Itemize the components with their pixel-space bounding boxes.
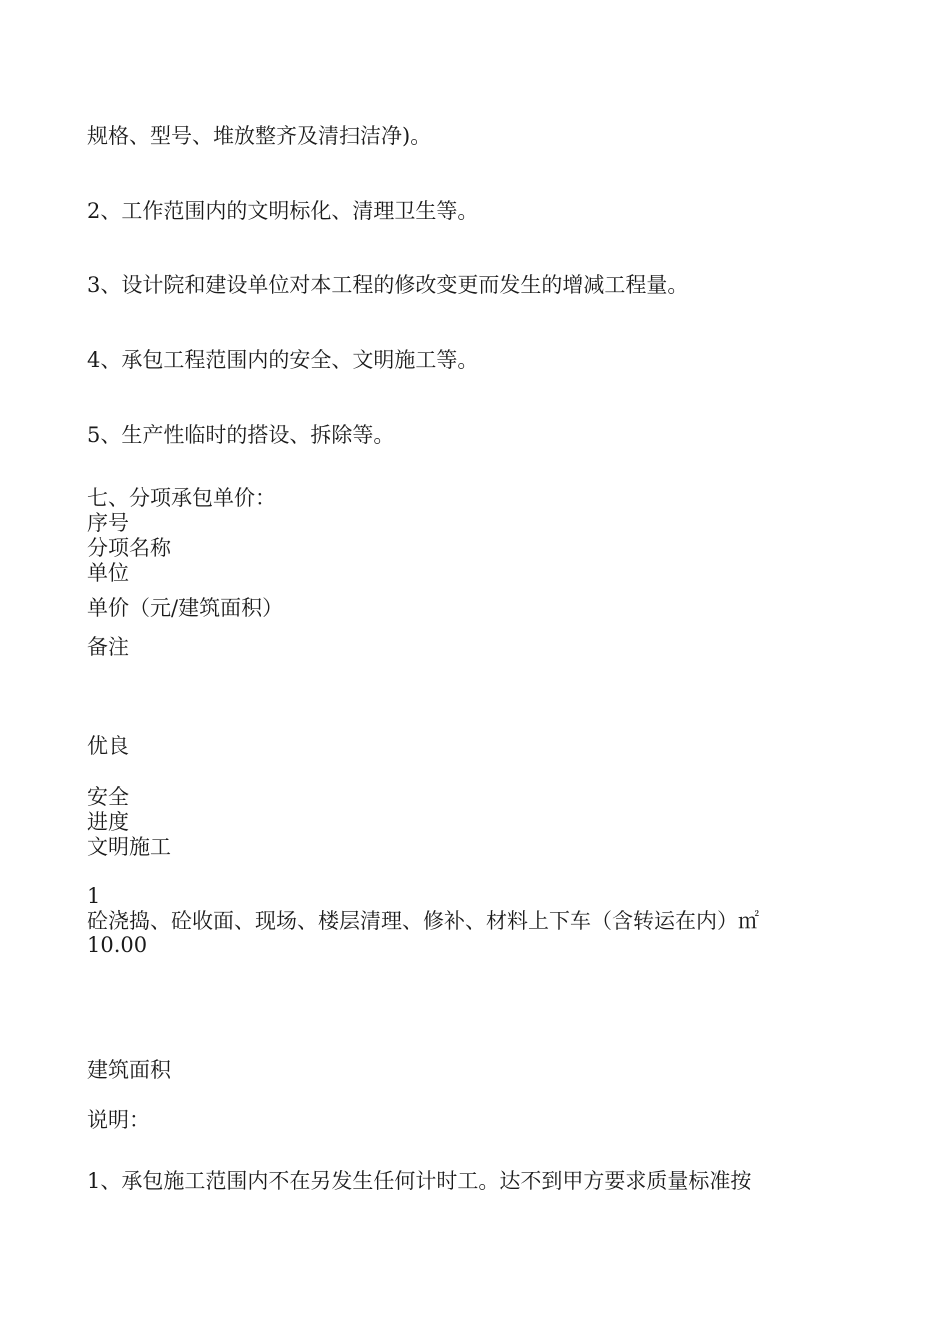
- notes-title: 说明：: [87, 1108, 150, 1132]
- paragraph-item-5: 5、生产性临时的搭设、拆除等。: [87, 423, 395, 447]
- paragraph-item-1-tail: 规格、型号、堆放整齐及清扫洁净)。: [87, 124, 432, 148]
- paragraph-item-2: 2、工作范围内的文明标化、清理卫生等。: [87, 199, 479, 223]
- table-header-unit: 单位: [87, 561, 129, 585]
- table-header-unit-price: 单价（元/建筑面积）: [87, 596, 284, 620]
- remark-progress: 进度: [87, 810, 129, 834]
- paragraph-item-4: 4、承包工程范围内的安全、文明施工等。: [87, 348, 479, 372]
- table-basis: 建筑面积: [87, 1058, 171, 1082]
- remark-quality: 优良: [87, 734, 129, 758]
- section-title: 七、分项承包单价：: [87, 486, 276, 510]
- table-row-name-text: 砼浇捣、砼收面、现场、楼层清理、修补、材料上下车（含转运在内）: [87, 909, 738, 933]
- table-row-unit: ㎡: [738, 909, 759, 933]
- paragraph-item-3: 3、设计院和建设单位对本工程的修改变更而发生的增减工程量。: [87, 273, 689, 297]
- table-row-name: [87, 909, 759, 933]
- table-header-number: 序号: [87, 511, 129, 535]
- remark-safety: 安全: [87, 785, 129, 809]
- table-row-price: 10.00: [87, 933, 148, 957]
- table-header-remarks: 备注: [87, 635, 129, 659]
- table-row-number: 1: [87, 884, 101, 908]
- notes-item-1: 1、承包施工范围内不在另发生任何计时工。达不到甲方要求质量标准按: [87, 1169, 752, 1193]
- remark-civilized-construction: 文明施工: [87, 835, 171, 859]
- table-header-item-name: 分项名称: [87, 536, 171, 560]
